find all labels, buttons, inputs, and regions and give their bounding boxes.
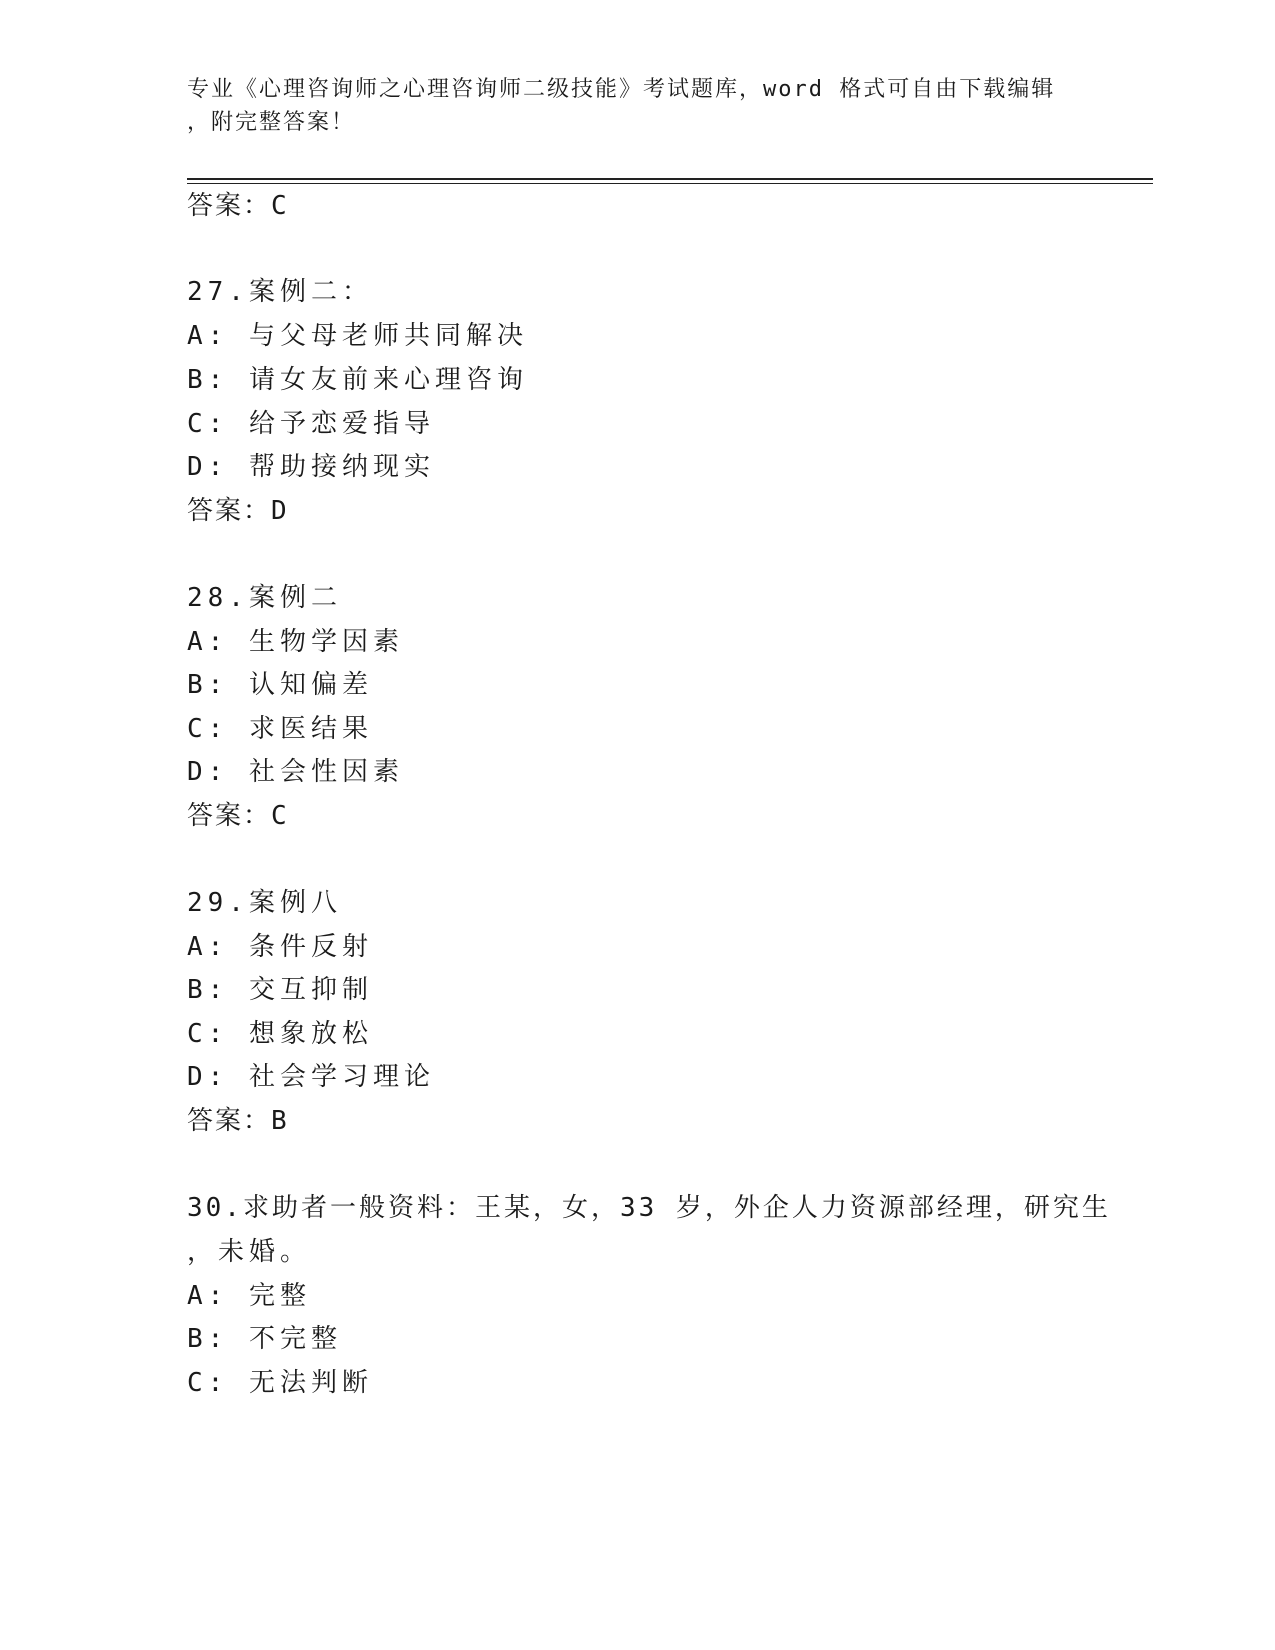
header-title-line2: ，附完整答案！ [187,110,356,135]
question-30-option-a: A: 完整 [187,1281,311,1311]
question-27-option-a: A: 与父母老师共同解决 [187,321,528,351]
question-28-stem: 28.案例二 [187,583,342,613]
question-27-answer: 答案：D [187,496,289,526]
question-29-stem: 29.案例八 [187,888,342,918]
question-27-option-c: C: 给予恋爱指导 [187,409,435,439]
header-title-line1: 专业《心理咨询师之心理咨询师二级技能》考试题库，word 格式可自由下载编辑 [187,77,1056,102]
answer-q26: 答案：C [187,191,289,221]
question-29-option-d: D: 社会学习理论 [187,1062,435,1092]
question-28-option-d: D: 社会性因素 [187,757,404,787]
question-27-option-b: B: 请女友前来心理咨询 [187,365,528,395]
question-29-option-b: B: 交互抑制 [187,975,373,1005]
question-28-answer: 答案：C [187,801,289,831]
question-28-option-c: C: 求医结果 [187,714,373,744]
question-29-answer: 答案：B [187,1106,289,1136]
question-30-stem-line1: 30.求助者一般资料：王某，女，33 岁，外企人力资源部经理，研究生 [187,1193,1111,1223]
question-30-stem-line2: ，未婚。 [187,1237,312,1267]
question-27-option-d: D: 帮助接纳现实 [187,452,435,482]
question-28-option-b: B: 认知偏差 [187,670,373,700]
question-29-option-a: A: 条件反射 [187,932,373,962]
question-30-option-b: B: 不完整 [187,1324,342,1354]
question-28-option-a: A: 生物学因素 [187,627,404,657]
document-header [187,73,1067,139]
question-27-stem: 27.案例二： [187,277,373,307]
header-divider-thin [187,183,1153,184]
question-30-option-c: C: 无法判断 [187,1368,373,1398]
question-29-option-c: C: 想象放松 [187,1019,373,1049]
header-divider [187,178,1153,180]
